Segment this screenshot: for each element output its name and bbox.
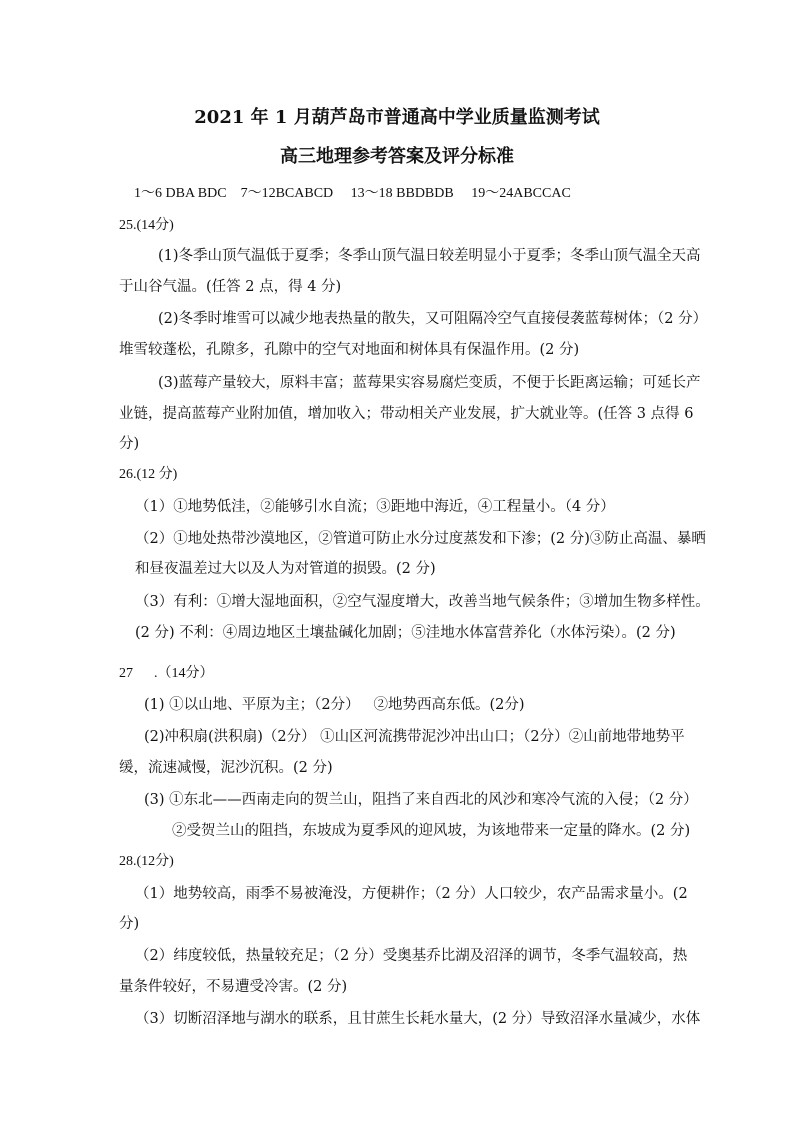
q27-part1: (1) ①以山地、平原为主；（2分） ②地势西高东低。(2分) (144, 697, 525, 713)
q26-part3-line2: (2 分) 不利：④周边地区土壤盐碱化加剧；⑤洼地水体富营养化（水体污染）。(2 分) (135, 625, 676, 641)
q28-part2-line1: （2）纬度较低，热量较充足；（2 分）受奥基乔比湖及沼泽的调节，冬季气温较高，热 (135, 948, 688, 964)
q27-part2-line2: 缓，流速减慢，泥沙沉积。(2 分) (119, 760, 333, 776)
q26-part1: （1）①地势低洼，②能够引水自流；③距地中海近，④工程量小。（4 分） (135, 499, 615, 515)
q25-part1-line2: 于山谷气温。(任答 2 点，得 4 分) (119, 279, 342, 295)
q28-part1-line1: （1）地势较高，雨季不易被淹没，方便耕作；（2 分）人口较少，农产品需求量小。(2 (135, 886, 688, 902)
q25-part3-line3: 分) (119, 436, 140, 452)
q25-part2-line2: 堆雪较蓬松，孔隙多，孔隙中的空气对地面和树体具有保温作用。(2 分) (119, 342, 580, 358)
q26-part2-line1: （2）①地处热带沙漠地区，②管道可防止水分过度蒸发和下渗；(2 分)③防止高温、暴晒 (135, 531, 706, 547)
document-subtitle: 高三地理参考答案及评分标准 (280, 146, 514, 167)
q25-part2-line1: (2)冬季时堆雪可以减少地表热量的散失，又可阻隔冷空气直接侵袭蓝莓树体；（2 分） (158, 311, 708, 327)
q28-part1-line2: 分) (119, 916, 140, 932)
question-25-header: 25.(14分) (119, 218, 174, 233)
q27-part3-line2: ②受贺兰山的阻挡，东坡成为夏季风的迎风坡，为该地带来一定量的降水。(2 分) (172, 823, 691, 839)
q28-part2-line2: 量条件较好，不易遭受冷害。(2 分) (119, 979, 348, 995)
question-27-header: 27 .（14分） (119, 666, 214, 681)
q27-part2-line1: (2)冲积扇(洪积扇)（2分） ①山区河流携带泥沙冲出山口；（2分）②山前地带地势平 (144, 729, 685, 745)
q25-part3-line2: 业链，提高蓝莓产业附加值，增加收入；带动相关产业发展，扩大就业等。(任答 3 点得 6 (119, 406, 694, 422)
document-title: 2021 年 1 月葫芦岛市普通高中学业质量监测考试 (194, 107, 600, 128)
q27-part3-line1: (3) ①东北——西南走向的贺兰山，阻挡了来自西北的风沙和寒冷气流的入侵；（2 分） (144, 792, 698, 808)
question-26-header: 26.(12 分) (119, 467, 178, 482)
multiple-choice-answers: 1～6 DBA BDC 7～12BCABCD 13～18 BBDBDB 19～24ABCCAC (134, 186, 571, 201)
q25-part3-line1: (3)蓝莓产量较大，原料丰富；蓝莓果实容易腐烂变质，不便于长距离运输；可延长产 (158, 375, 701, 391)
q26-part3-line1: （3）有利：①增大湿地面积，②空气湿度增大，改善当地气候条件；③增加生物多样性。 (135, 594, 710, 610)
q25-part1-line1: (1)冬季山顶气温低于夏季；冬季山顶气温日较差明显小于夏季；冬季山顶气温全天高 (158, 248, 701, 264)
question-28-header: 28.(12分) (119, 854, 174, 869)
q28-part3-line1: （3）切断沼泽地与湖水的联系，且甘蔗生长耗水量大，(2 分）导致沼泽水量减少，水体 (135, 1011, 701, 1027)
q26-part2-line2: 和昼夜温差过大以及人为对管道的损毁。(2 分) (135, 561, 436, 577)
